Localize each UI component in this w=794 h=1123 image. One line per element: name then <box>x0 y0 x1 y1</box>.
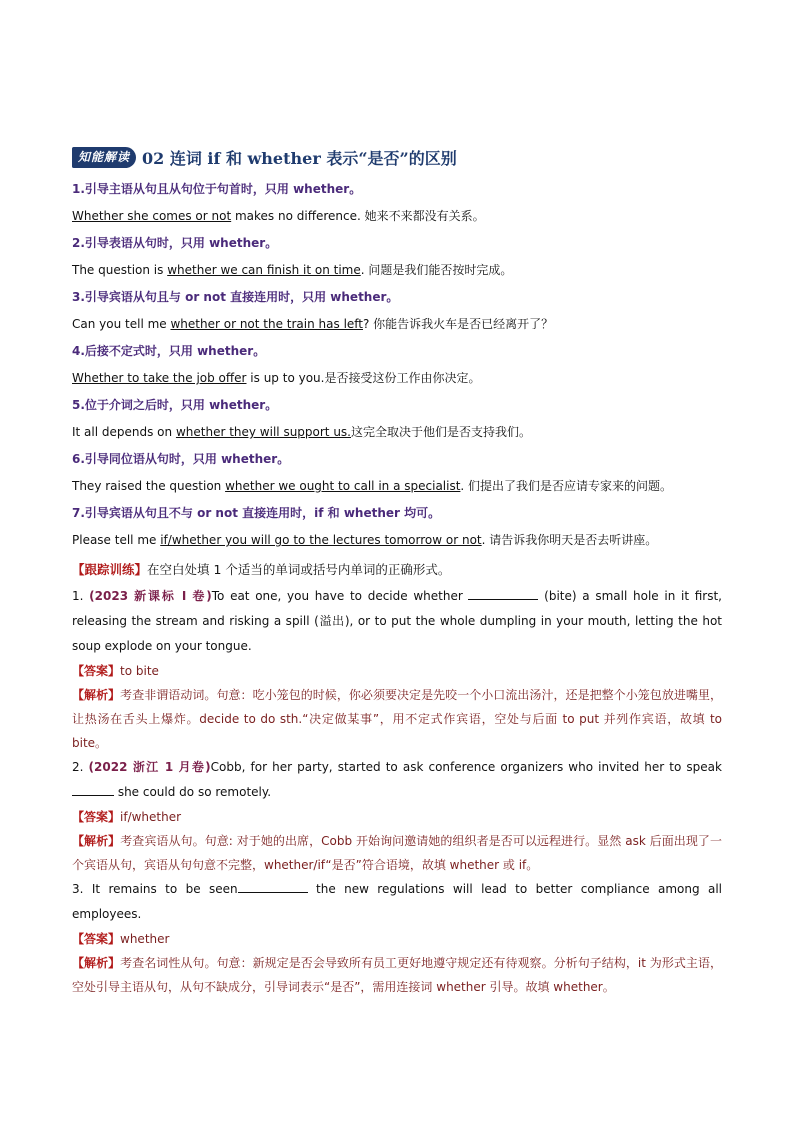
question-number: 2. <box>72 760 89 774</box>
rule-heading: 7.引导宾语从句且不与 or not 直接连用时，if 和 whether 均可。 <box>72 506 441 520</box>
question-text-before: It remains to be seen <box>91 882 238 896</box>
question-number: 3. <box>72 882 92 896</box>
analysis-label: 【解析】 <box>72 688 121 702</box>
question-3 <box>72 877 722 927</box>
example-rest: 这完全取决于他们是否支持我们。 <box>351 425 532 439</box>
example-rest: . 问题是我们能否按时完成。 <box>360 263 513 277</box>
section-title: 02 连词 if 和 whether 表示“是否”的区别 <box>142 148 457 168</box>
example-underlined: whether or not the train has left <box>170 317 363 331</box>
answer-value: whether <box>120 932 170 946</box>
rule-example <box>72 419 722 446</box>
example-rest: is up to you.是否接受这份工作由你决定。 <box>246 371 481 385</box>
question-text-after: she could do so remotely. <box>114 785 272 799</box>
rule-heading: 1.引导主语从句且从句位于句首时，只用 whether。 <box>72 182 362 196</box>
practice-heading <box>72 556 722 584</box>
answer-value: if/whether <box>120 810 182 824</box>
question-1 <box>72 584 722 659</box>
example-lead: They raised the question <box>72 479 226 493</box>
example-underlined: if/whether you will go to the lectures tomorrow or not <box>160 533 482 547</box>
analysis-label: 【解析】 <box>72 834 121 848</box>
section-header <box>72 146 722 168</box>
analysis-text: 考查宾语从句。句意: 对于她的出席，Cobb 开始询问邀请她的组织者是否可以远程进行。显然 ask 后面出现了一个宾语从句，宾语从句句意不完整，whether/if“是否”符合语境，故填 whether 或 if。 <box>72 834 722 872</box>
question-2 <box>72 755 722 805</box>
question-source: (2022 浙江 1 月卷) <box>88 760 211 774</box>
example-lead: Can you tell me <box>72 317 171 331</box>
example-lead: The question is <box>72 263 168 277</box>
question-number: 1. <box>72 589 90 603</box>
example-rest: ? 你能告诉我火车是否已经离开了？ <box>363 317 554 331</box>
analysis-text: 考查非谓语动词。句意：吃小笼包的时候，你必须要决定是先咬一个小口流出汤汁，还是把整个小笼包放进嘴里，让热汤在舌头上爆炸。decide to do sth.“决定做某事”，用不定式作宾语，空处与后面 to put 并列作宾语，故填 to bite。 <box>72 688 722 750</box>
rule-example <box>72 203 722 230</box>
answer-blank[interactable] <box>72 783 114 796</box>
rule-heading: 2.引导表语从句时，只用 whether。 <box>72 236 278 250</box>
example-underlined: whether we can finish it on time <box>167 263 361 277</box>
example-underlined: whether we ought to call in a specialist <box>225 479 461 493</box>
practice-label: 【跟踪训练】 <box>72 562 148 577</box>
example-rest: makes no difference. 她来不来都没有关系。 <box>231 209 485 223</box>
example-lead: Please tell me <box>72 533 161 547</box>
analysis-line <box>72 683 722 755</box>
answer-blank[interactable] <box>468 587 538 600</box>
analysis-line <box>72 951 722 999</box>
answer-value: to bite <box>120 664 159 678</box>
question-text-after: the new regulations will lead to better compliance among all employees. <box>72 882 722 921</box>
question-text-before: Cobb, for her party, started to ask conference organizers who invited her to speak <box>210 760 722 774</box>
example-underlined: Whether she comes or not <box>72 209 232 223</box>
rule-example <box>72 365 722 392</box>
rule-heading: 6.引导同位语从句时，只用 whether。 <box>72 452 290 466</box>
example-rest: . 们提出了我们是否应请专家来的问题。 <box>460 479 673 493</box>
rule-heading: 4.后接不定式时，只用 whether。 <box>72 344 266 358</box>
rule-example <box>72 527 722 554</box>
rule-example <box>72 473 722 500</box>
answer-label: 【答案】 <box>72 932 121 946</box>
analysis-label: 【解析】 <box>72 956 121 970</box>
answer-line <box>72 927 722 951</box>
rule-heading: 5.位于介词之后时，只用 whether。 <box>72 398 278 412</box>
answer-line <box>72 659 722 683</box>
section-badge: 知能解读 <box>72 147 136 168</box>
practice-instruction: 在空白处填 1 个适当的单词或括号内单词的正确形式。 <box>147 562 451 577</box>
answer-label: 【答案】 <box>72 810 121 824</box>
document-page <box>72 146 722 999</box>
question-text-after: (bite) a small hole in it first, releasing the stream and risking a spill (溢出), or to put the whole dumpling in your mouth, letting the hot soup explode on your tongue. <box>72 589 723 653</box>
answer-line <box>72 805 722 829</box>
question-text-before: To eat one, you have to decide whether <box>211 589 469 603</box>
answer-blank[interactable] <box>238 880 308 893</box>
analysis-line <box>72 829 722 877</box>
rule-example <box>72 257 722 284</box>
answer-label: 【答案】 <box>72 664 121 678</box>
rule-example <box>72 311 722 338</box>
example-lead: It all depends on <box>72 425 176 439</box>
example-underlined: whether they will support us. <box>175 425 351 439</box>
analysis-text: 考查名词性从句。句意：新规定是否会导致所有员工更好地遵守规定还有待观察。分析句子结构，it 为形式主语，空处引导主语从句，从句不缺成分，引导词表示“是否”，需用连接词 whether 引导。故填 whether。 <box>72 956 722 994</box>
question-source: (2023 新课标 I 卷) <box>89 589 212 603</box>
example-underlined: Whether to take the job offer <box>72 371 247 385</box>
rule-heading: 3.引导宾语从句且与 or not 直接连用时，只用 whether。 <box>72 290 399 304</box>
example-rest: . 请告诉我你明天是否去听讲座。 <box>481 533 658 547</box>
